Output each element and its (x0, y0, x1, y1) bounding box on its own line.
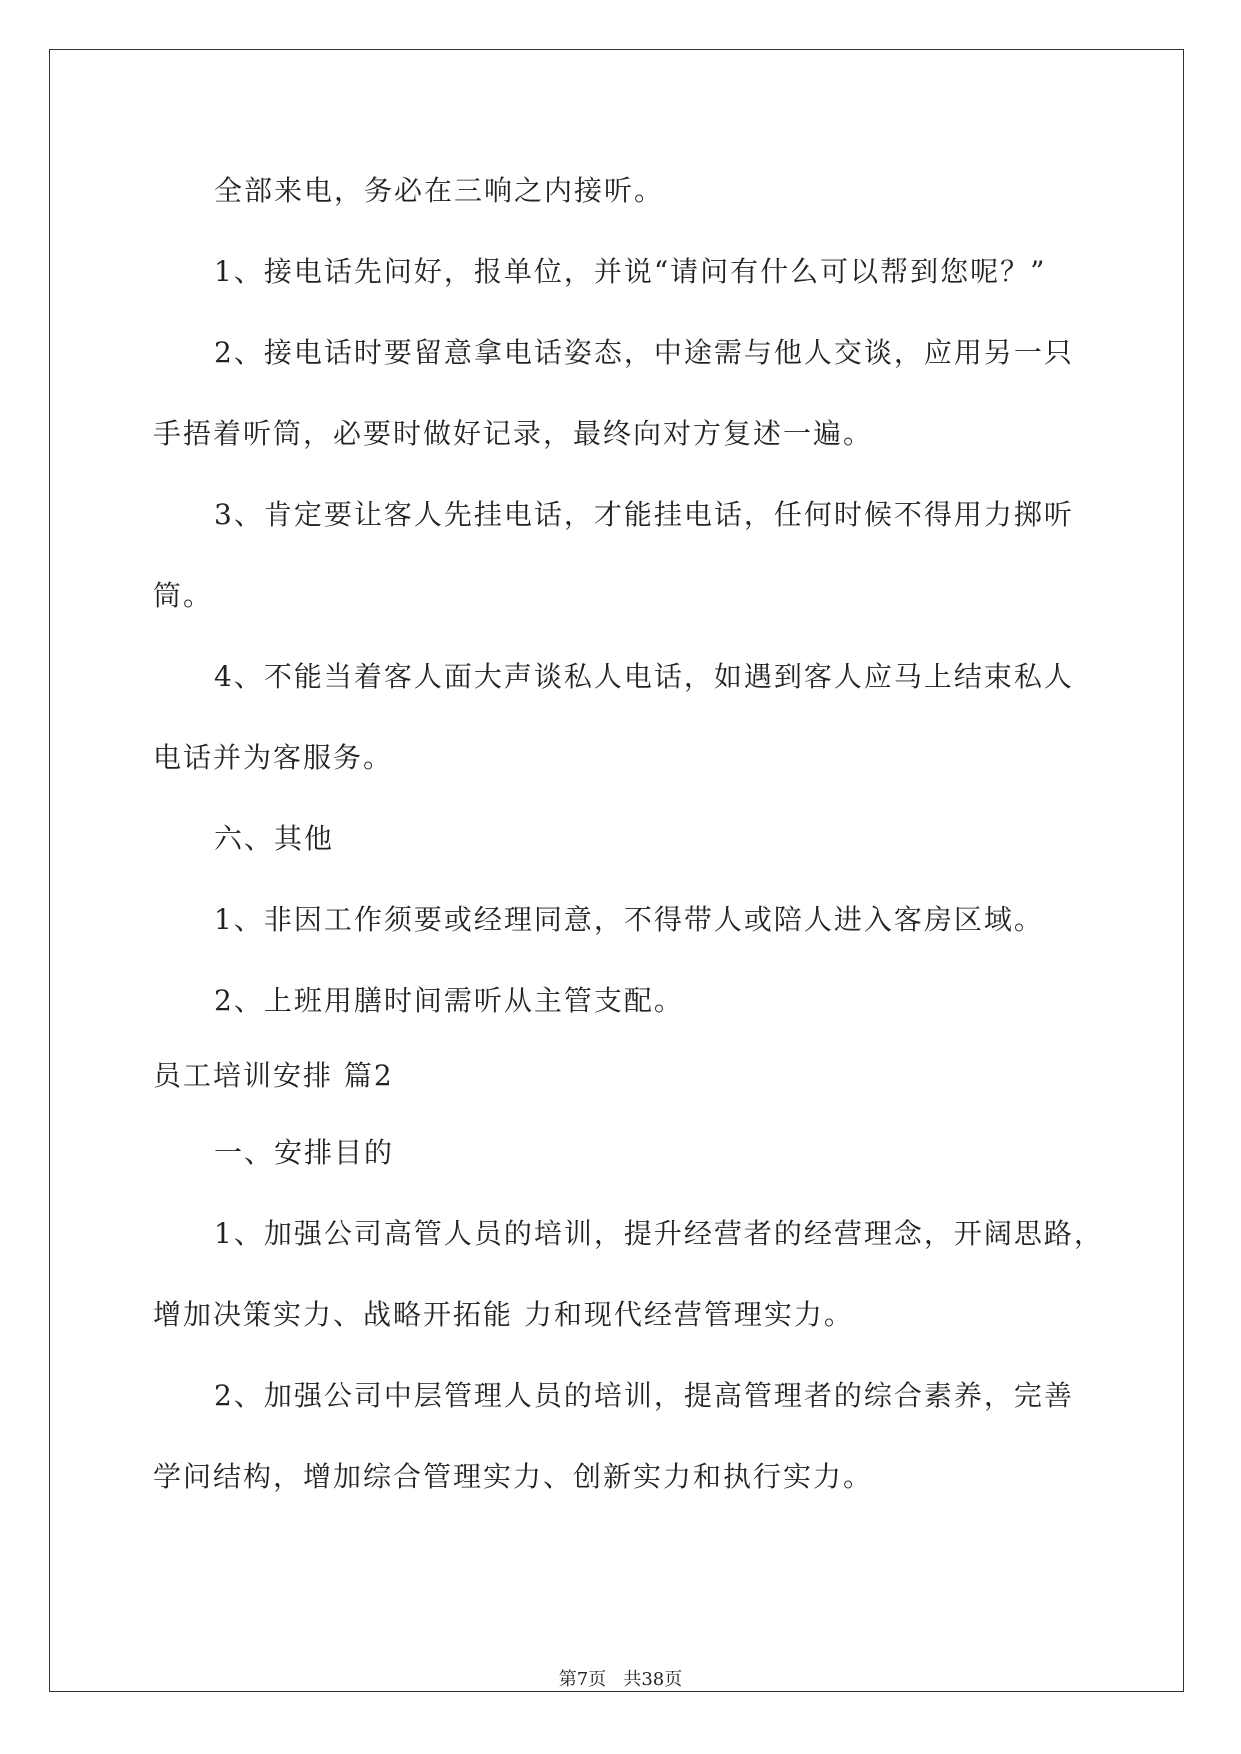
paragraph-line: 2、接电话时要留意拿电话姿态，中途需与他人交谈，应用另一只 (214, 336, 1074, 369)
paragraph-line: 2、上班用膳时间需听从主管支配。 (214, 984, 684, 1017)
paragraph-line: 1、加强公司高管人员的培训，提升经营者的经营理念，开阔思路， (214, 1217, 1104, 1250)
paragraph-line: 增加决策实力、战略开拓能 力和现代经营管理实力。 (153, 1298, 854, 1331)
page-border (49, 49, 1184, 1692)
paragraph-line: 电话并为客服务。 (153, 741, 394, 774)
paragraph-line: 筒。 (153, 579, 214, 612)
paragraph-line: 1、非因工作须要或经理同意，不得带人或陪人进入客房区域。 (214, 903, 1044, 936)
paragraph-line: 2、加强公司中层管理人员的培训，提高管理者的综合素养，完善 (214, 1379, 1074, 1412)
paragraph-line: 4、不能当着客人面大声谈私人电话，如遇到客人应马上结束私人 (214, 660, 1074, 693)
page-number-footer: 第7页 共38页 (558, 1669, 683, 1690)
paragraph-line: 全部来电，务必在三响之内接听。 (214, 174, 665, 207)
section-heading: 六、其他 (214, 822, 335, 855)
paragraph-line: 学问结构，增加综合管理实力、创新实力和执行实力。 (153, 1460, 874, 1493)
paragraph-line: 1、接电话先问好，报单位，并说“请问有什么可以帮到您呢？” (214, 255, 1047, 288)
paragraph-line: 手捂着听筒，必要时做好记录，最终向对方复述一遍。 (153, 417, 874, 450)
article-title: 员工培训安排 篇2 (153, 1059, 394, 1092)
paragraph-line: 3、肯定要让客人先挂电话，才能挂电话，任何时候不得用力掷听 (214, 498, 1074, 531)
section-heading: 一、安排目的 (214, 1136, 395, 1169)
